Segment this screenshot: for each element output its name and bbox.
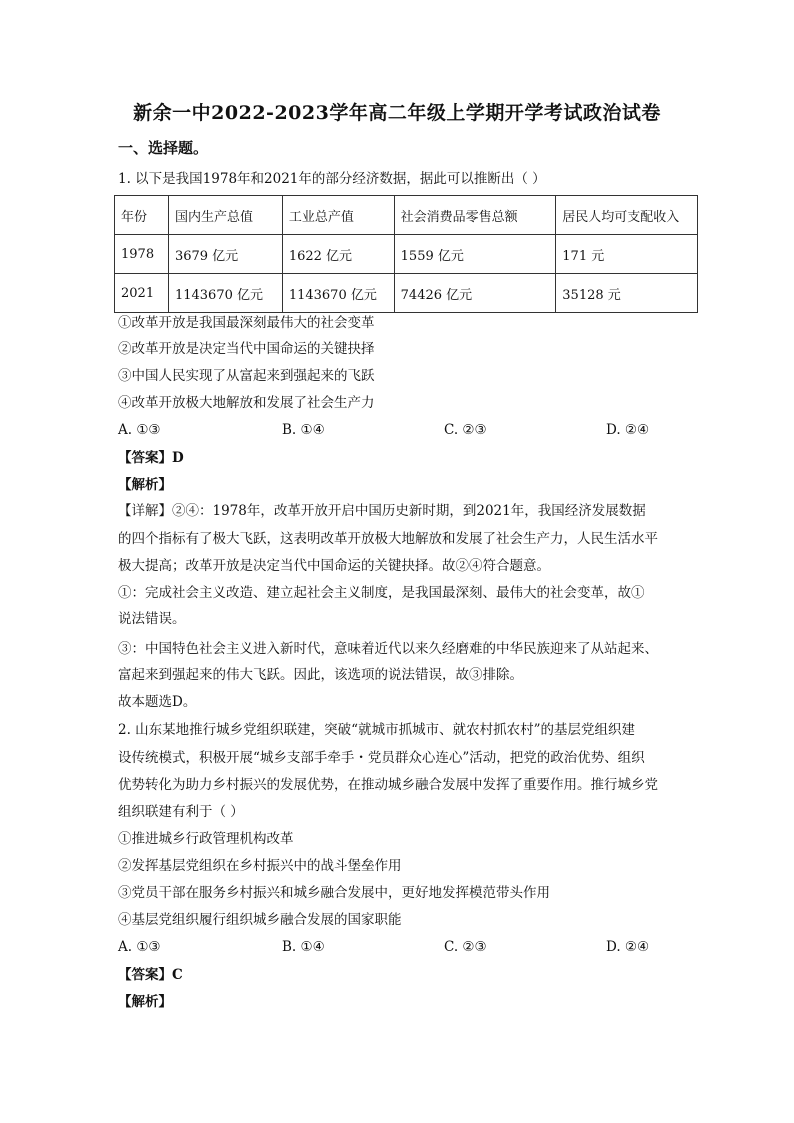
table-cell: 1559 亿元 [394, 235, 556, 274]
q2-option-a: A. ①③ [118, 939, 161, 955]
q2-option-d: D. ②④ [606, 939, 650, 955]
q1-option-b: B. ①④ [282, 422, 325, 438]
q1-option-c: C. ②③ [444, 422, 487, 438]
q1-statement: ①改革开放是我国最深刻最伟大的社会变革 [118, 315, 375, 331]
q1-stem: 1. 以下是我国1978年和2021年的部分经济数据，据此可以推断出（ ） [118, 171, 546, 187]
section-heading: 一、选择题。 [118, 139, 209, 157]
q2-statement: ①推进城乡行政管理机构改革 [118, 831, 294, 847]
q2-stem-line: 设传统模式，积极开展“城乡支部手牵手・党员群众心连心”活动，把党的政治优势、组织 [118, 750, 645, 766]
table-cell: 1622 亿元 [282, 235, 394, 274]
q1-explain-line: ③：中国特色社会主义进入新时代，意味着近代以来久经磨难的中华民族迎来了从站起来、 [118, 641, 658, 657]
table-cell: 1143670 亿元 [168, 274, 282, 313]
table-cell: 74426 亿元 [394, 274, 556, 313]
q2-analysis-label: 【解析】 [118, 994, 172, 1010]
q1-explain-line: ①：完成社会主义改造、建立起社会主义制度，是我国最深刻、最伟大的社会变革，故① [118, 585, 645, 601]
table-cell: 35128 元 [556, 274, 698, 313]
q1-explain-line: 故本题选D。 [118, 694, 197, 710]
q2-option-c: C. ②③ [444, 939, 487, 955]
table-header-row [115, 196, 698, 235]
q2-stem-line: 2. 山东某地推行城乡党组织联建，突破“就城市抓城市、就农村抓农村”的基层党组织建 [118, 722, 635, 738]
q1-option-a: A. ①③ [118, 422, 161, 438]
q2-stem-line: 优势转化为助力乡村振兴的发展优势，在推动城乡融合发展中发挥了重要作用。推行城乡党 [118, 777, 658, 793]
table-header-cell: 国内生产总值 [168, 196, 282, 235]
table-cell: 1978 [115, 235, 169, 274]
q1-explain-line: 【详解】②④：1978年，改革开放开启中国历史新时期，到2021年，我国经济发展数据 [118, 503, 646, 519]
page-title: 新余一中2022-2023学年高二年级上学期开学考试政治试卷 [133, 102, 661, 124]
q1-statement: ②改革开放是决定当代中国命运的关键抉择 [118, 341, 375, 357]
q1-answer: 【答案】D [118, 450, 184, 466]
q1-option-d: D. ②④ [606, 422, 650, 438]
table-cell: 171 元 [556, 235, 698, 274]
economic-data-table [114, 195, 698, 313]
q1-explain-line: 的四个指标有了极大飞跃，这表明改革开放极大地解放和发展了社会生产力，人民生活水平 [118, 531, 658, 547]
q1-analysis-label: 【解析】 [118, 477, 172, 493]
q1-explain-line: 富起来到强起来的伟大飞跃。因此，该选项的说法错误，故③排除。 [118, 667, 523, 683]
table-header-cell: 居民人均可支配收入 [556, 196, 698, 235]
table-cell: 1143670 亿元 [282, 274, 394, 313]
q1-statement: ③中国人民实现了从富起来到强起来的飞跃 [118, 368, 375, 384]
q2-statement: ②发挥基层党组织在乡村振兴中的战斗堡垒作用 [118, 858, 402, 874]
q1-explain-line: 极大提高；改革开放是决定当代中国命运的关键抉择。故②④符合题意。 [118, 558, 550, 574]
q2-statement: ④基层党组织履行组织城乡融合发展的国家职能 [118, 912, 402, 928]
q1-explain-line: 说法错误。 [118, 611, 186, 627]
table-row [115, 274, 698, 313]
table-header-cell: 工业总产值 [282, 196, 394, 235]
table-header-cell: 社会消费品零售总额 [394, 196, 556, 235]
table-cell: 2021 [115, 274, 169, 313]
table-header-cell: 年份 [115, 196, 169, 235]
q2-answer: 【答案】C [118, 967, 183, 983]
q2-option-b: B. ①④ [282, 939, 325, 955]
q2-statement: ③党员干部在服务乡村振兴和城乡融合发展中，更好地发挥模范带头作用 [118, 885, 550, 901]
table-row [115, 235, 698, 274]
q1-statement: ④改革开放极大地解放和发展了社会生产力 [118, 395, 375, 411]
q2-stem-line: 组织联建有利于（ ） [118, 804, 244, 820]
table-cell: 3679 亿元 [168, 235, 282, 274]
